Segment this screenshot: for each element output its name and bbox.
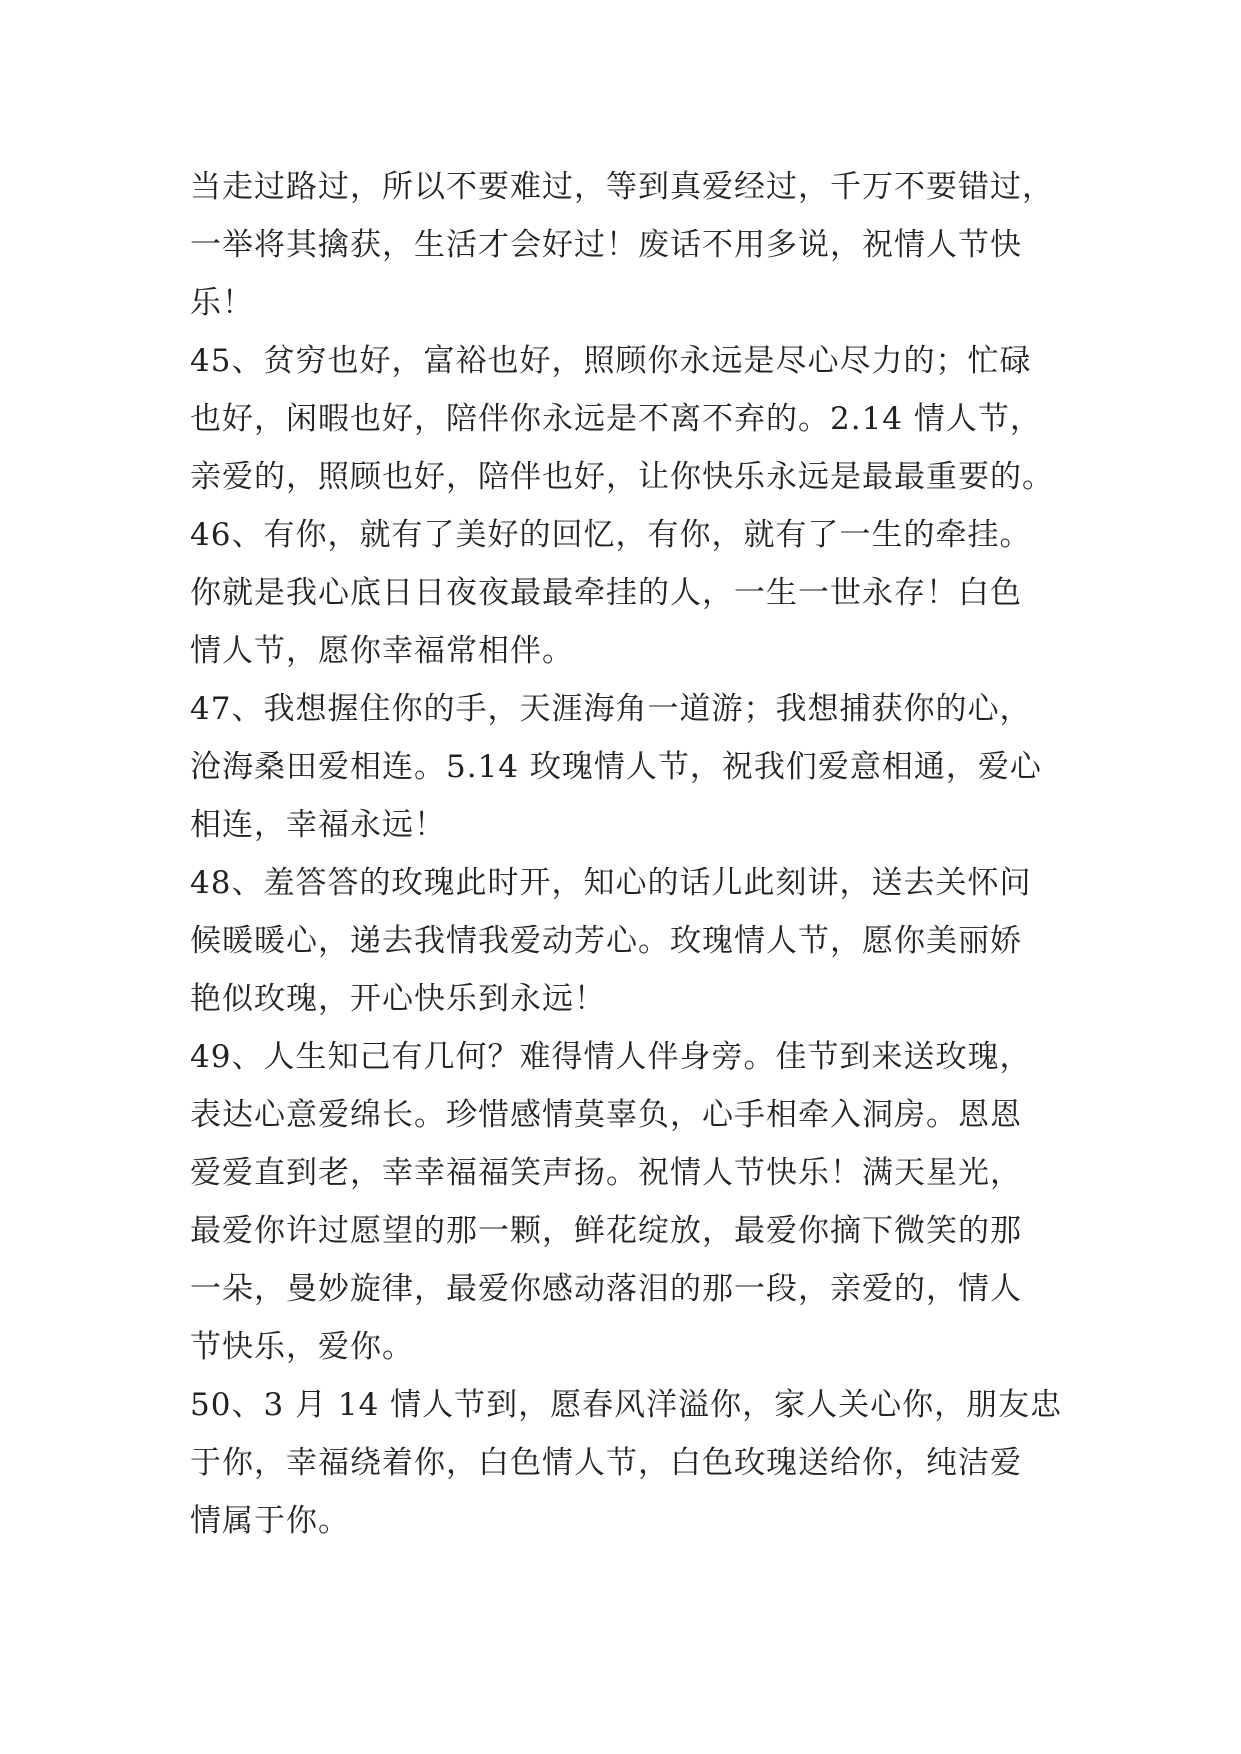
paragraph-45: [190, 332, 1070, 506]
text-line: 45、贫穷也好，富裕也好，照顾你永远是尽心尽力的；忙碌: [190, 343, 1032, 379]
paragraph-48: [190, 854, 1070, 1028]
text-line: 当走过路过，所以不要难过，等到真爱经过，千万不要错过，: [190, 169, 1054, 205]
document-body: [190, 158, 1070, 1550]
text-line: 最爱你许过愿望的那一颗，鲜花绽放，最爱你摘下微笑的那: [190, 1213, 1022, 1249]
text-line: 乐！: [190, 285, 254, 321]
text-line: 相连，幸福永远！: [190, 807, 446, 843]
text-line: 表达心意爱绵长。珍惜感情莫辜负，心手相牵入洞房。恩恩: [190, 1097, 1022, 1133]
text-line: 也好，闲暇也好，陪伴你永远是不离不弃的。2.14 情人节，: [190, 401, 1042, 437]
text-line: 一举将其擒获，生活才会好过！废话不用多说，祝情人节快: [190, 227, 1022, 263]
text-line: 48、羞答答的玫瑰此时开，知心的话儿此刻讲，送去关怀问: [190, 865, 1032, 901]
text-line: 爱爱直到老，幸幸福福笑声扬。祝情人节快乐！满天星光，: [190, 1155, 1022, 1191]
paragraph-44-continuation: [190, 158, 1070, 332]
paragraph-46: [190, 506, 1070, 680]
text-line: 情属于你。: [190, 1503, 350, 1539]
paragraph-50: [190, 1376, 1070, 1550]
text-line: 于你，幸福绕着你，白色情人节，白色玫瑰送给你，纯洁爱: [190, 1445, 1022, 1481]
text-line: 一朵，曼妙旋律，最爱你感动落泪的那一段，亲爱的，情人: [190, 1271, 1022, 1307]
paragraph-49: [190, 1028, 1070, 1376]
text-line: 46、有你，就有了美好的回忆，有你，就有了一生的牵挂。: [190, 517, 1032, 553]
text-line: 艳似玫瑰，开心快乐到永远！: [190, 981, 606, 1017]
text-line: 情人节，愿你幸福常相伴。: [190, 633, 574, 669]
text-line: 50、3 月 14 情人节到，愿春风洋溢你，家人关心你，朋友忠: [190, 1387, 1063, 1423]
text-line: 候暖暖心，递去我情我爱动芳心。玫瑰情人节，愿你美丽娇: [190, 923, 1022, 959]
paragraph-47: [190, 680, 1070, 854]
text-line: 亲爱的，照顾也好，陪伴也好，让你快乐永远是最最重要的。: [190, 459, 1054, 495]
text-line: 沧海桑田爱相连。5.14 玫瑰情人节，祝我们爱意相通，爱心: [190, 749, 1042, 785]
text-line: 49、人生知己有几何？难得情人伴身旁。佳节到来送玫瑰，: [190, 1039, 1032, 1075]
text-line: 47、我想握住你的手，天涯海角一道游；我想捕获你的心，: [190, 691, 1032, 727]
text-line: 节快乐，爱你。: [190, 1329, 414, 1365]
text-line: 你就是我心底日日夜夜最最牵挂的人，一生一世永存！白色: [190, 575, 1022, 611]
